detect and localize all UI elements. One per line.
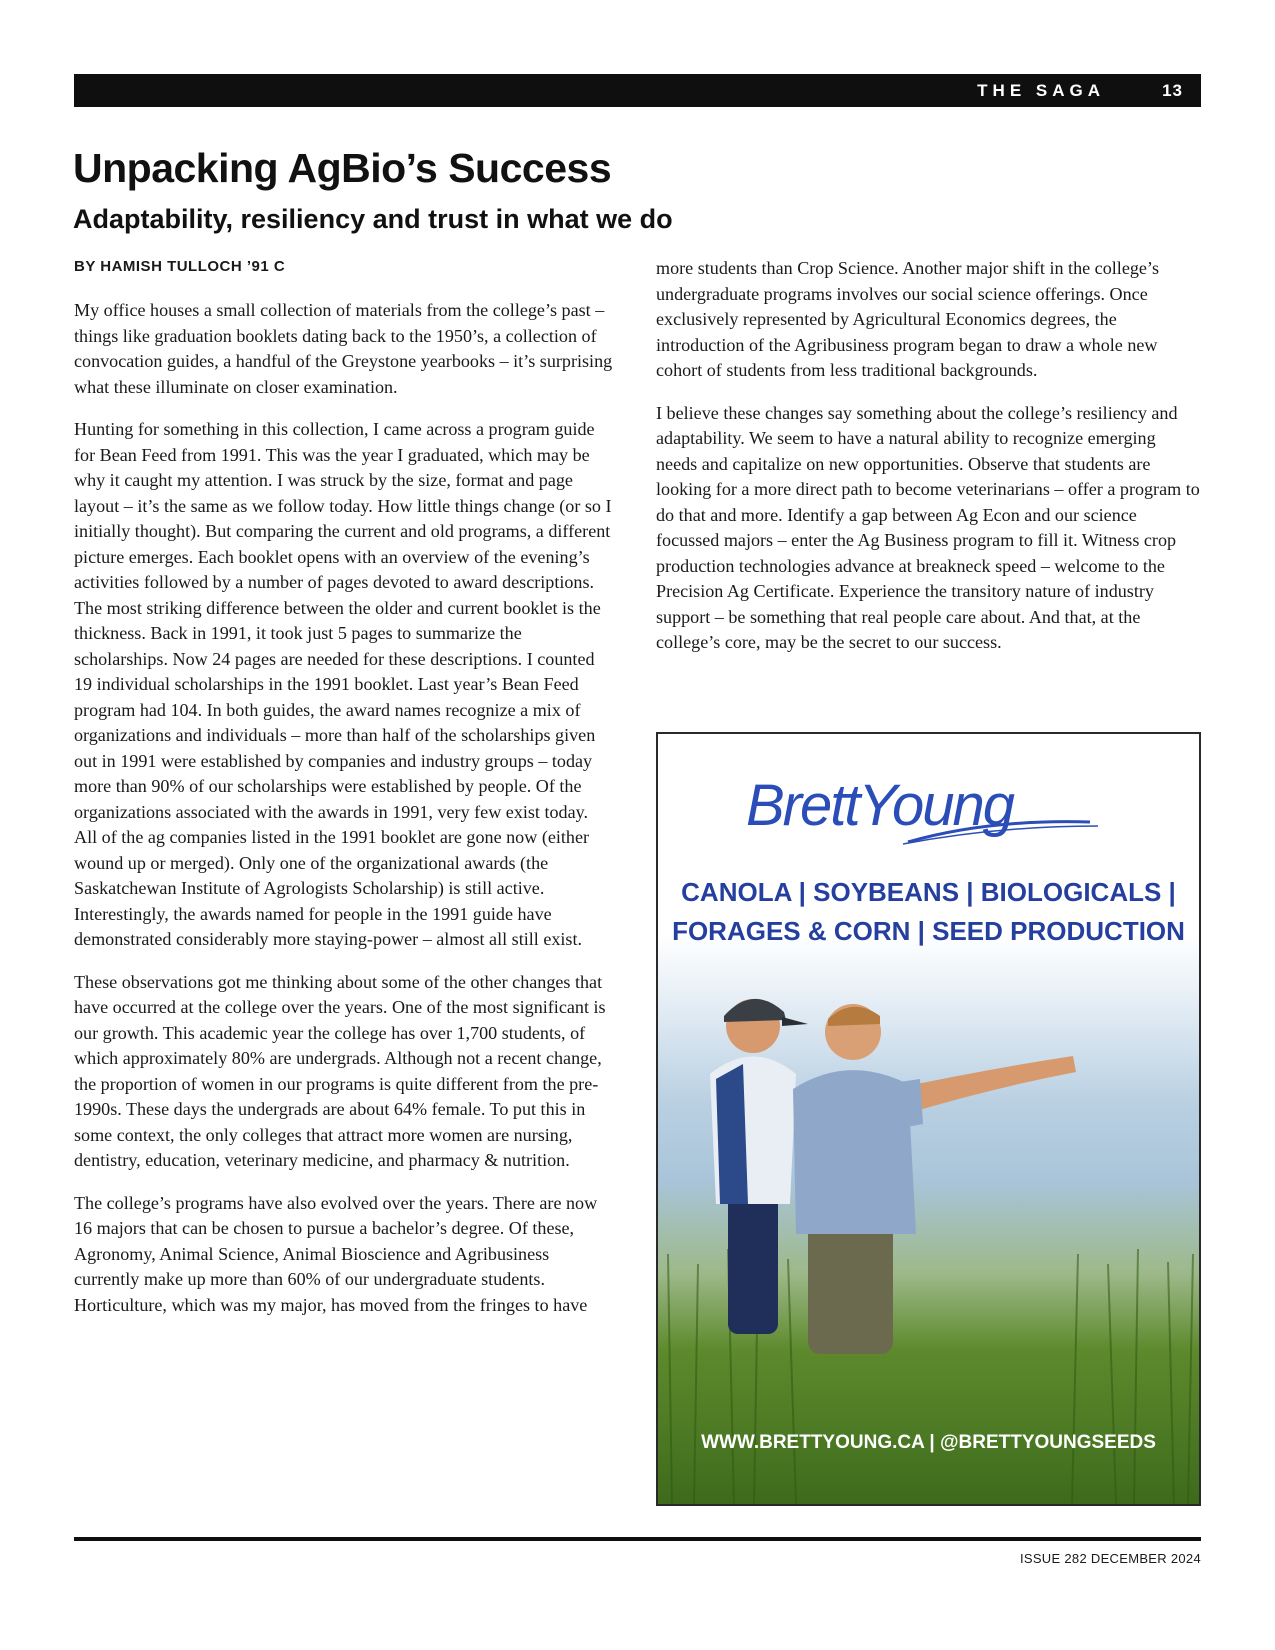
article-byline: BY HAMISH TULLOCH ’91 C [74, 258, 286, 275]
article-subtitle: Adaptability, resiliency and trust in what we do [73, 204, 673, 234]
brettyoung-advertisement [656, 732, 1201, 1506]
article-column-left [74, 298, 614, 1335]
ad-tagline-line2: FORAGES & CORN | SEED PRODUCTION [672, 916, 1185, 946]
paragraph: more students than Crop Science. Another major shift in the college’s undergraduate programs involves our social science offerings. Once exclusively represented by Agricultural Economics degrees, the introduction of the Agribusiness program began to draw a whole new cohort of students from less traditional backgrounds. [656, 258, 1159, 380]
brand-wordmark: BrettYoung [746, 773, 1013, 838]
publication-name: THE SAGA [977, 81, 1105, 100]
paragraph: The college’s programs have also evolved over the years. There are now 16 majors that can be chosen to pursue a bachelor’s degree. Of these, Agronomy, Animal Science, Animal Bioscience and Agribusiness currently make up more than 60% of our undergraduate students. Horticulture, which was my major, has moved from the fringes to have [74, 1192, 598, 1315]
article-column-right [656, 256, 1201, 673]
running-header [74, 74, 1201, 107]
paragraph: Hunting for something in this collection, I came across a program guide for Bean Feed from 1991. This was the year I graduated, which may be why it caught my attention. I was struck by the size, format and page layout – it’s the same as we follow today. How little things change (or so I initially thought). But comparing the current and old programs, a different picture emerges. Each booklet opens with an overview of the evening’s activities followed by a number of pages devoted to award descriptions. The most striking difference between the older and current booklet is the thickness. Back in 1991, it took just 5 pages to summarize the scholarships. Now 24 pages are needed for these descriptions. I counted 19 individual scholarships in the 1991 booklet. Last year’s Bean Feed program had 104. In both guides, the award names recognize a mix of organizations and individuals – more than half of the scholarships given out in 1991 were established by companies and industry groups – today more than 90% of our scholarships were established by people. Of the organizations associated with the awards in 1991, very few exist today. All of the ag companies listed in the 1991 booklet are gone now (either wound up or merged). Only one of the organizational awards (the Saskatchewan Institute of Agrologists Scholarship) is still active. Interestingly, the awards named for people in the 1991 guide have demonstrated considerably more staying-power – almost all still exist. [74, 419, 612, 949]
farmer-left [710, 999, 808, 1334]
ad-web-handle: WWW.BRETTYOUNG.CA | @BRETTYOUNGSEEDS [701, 1432, 1156, 1453]
paragraph: These observations got me thinking about some of the other changes that have occurred at the college over the years. One of the most significant is our growth. This academic year the college has over 1,700 students, of which approximately 80% are undergrads. Although not a recent change, the proportion of women in our programs is quite different from the pre-1990s. These days the undergrads are about 64% female. To put this in some context, the only colleges that attract more women are nursing, dentistry, education, veterinary medicine, and pharmacy & nutrition. [74, 971, 606, 1170]
paragraph: My office houses a small collection of materials from the college’s past – things like graduation booklets dating back to the 1950’s, a collection of convocation guides, a handful of the Greystone yearbooks – it’s surprising what these illuminate on closer examination. [74, 300, 613, 397]
ad-tagline-line1: CANOLA | SOYBEANS | BIOLOGICALS | [681, 877, 1176, 907]
page-number: 13 [1162, 81, 1183, 100]
farmer-right [793, 1004, 1076, 1354]
article-title: Unpacking AgBio’s Success [73, 145, 612, 191]
issue-info: ISSUE 282 DECEMBER 2024 [1019, 1551, 1201, 1566]
paragraph: I believe these changes say something about the college’s resiliency and adaptability. We seem to have a natural ability to recognize emerging needs and capitalize on new opportunities. Observe that students are looking for a more direct path to become veterinarians – offer a program to do that and more. Identify a gap between Ag Econ and our science focussed majors – enter the Ag Business program to fill it. Witness crop production technologies advance at breakneck speed – welcome to the Precision Ag Certificate. Experience the transitory nature of industry support – be something that real people care about. And that, at the college’s core, may be the secret to our success. [656, 402, 1200, 652]
footer-rule [74, 1537, 1201, 1541]
